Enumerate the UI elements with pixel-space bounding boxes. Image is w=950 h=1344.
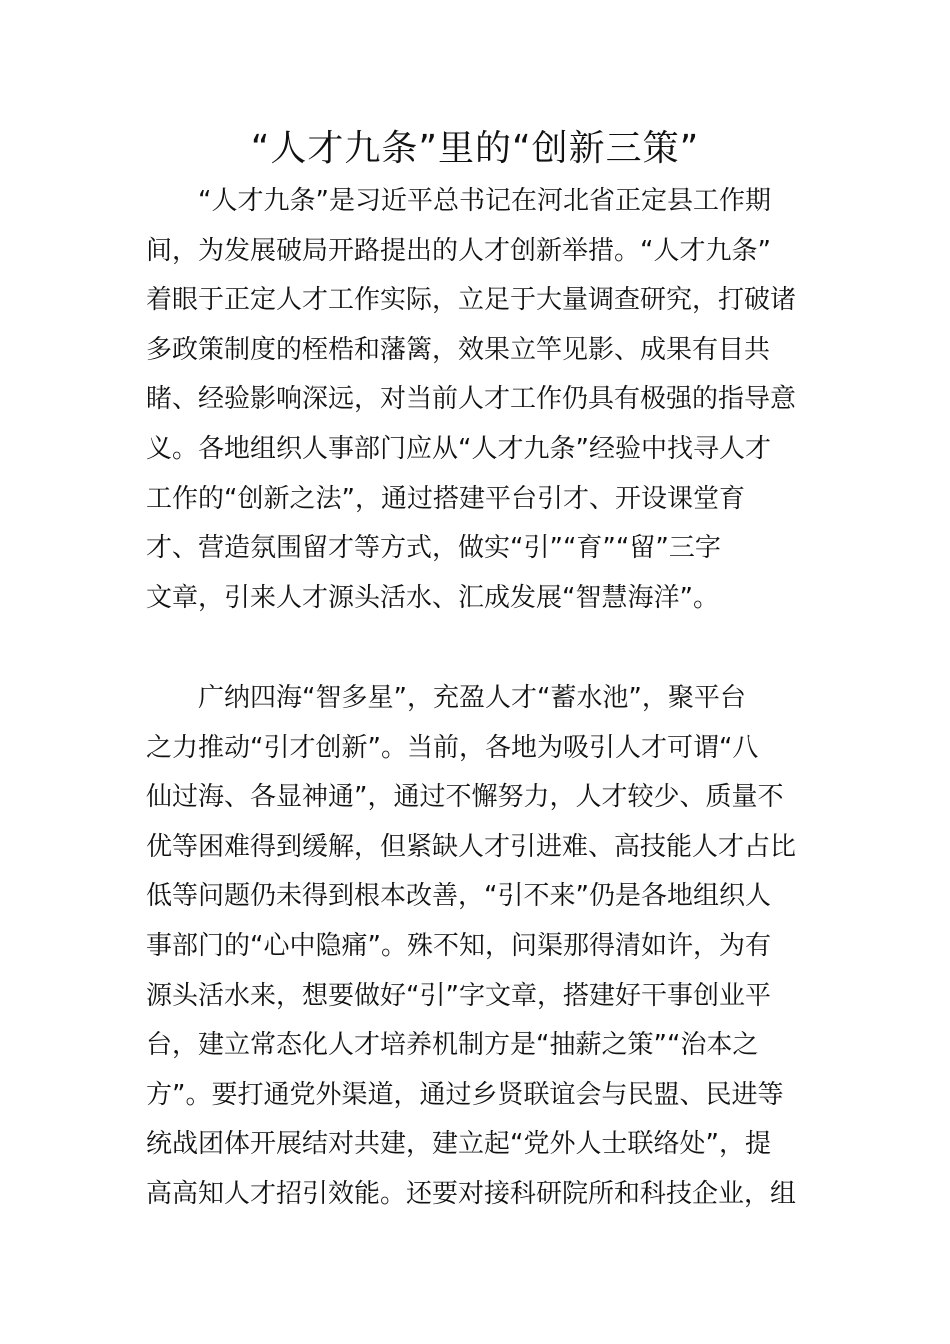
paragraph-2-line: 低等问题仍未得到根本改善，“引不来”仍是各地组织人: [146, 881, 771, 912]
document-title: “人才九条”里的“创新三策”: [250, 128, 700, 169]
paragraph-2-line: 方”。要打通党外渠道，通过乡贤联谊会与民盟、民进等: [146, 1079, 784, 1110]
paragraph-1-line: 多政策制度的桎梏和藩篱，效果立竿见影、成果有目共: [146, 334, 771, 365]
paragraph-2: [146, 674, 806, 1220]
paragraph-2-line: 源头活水来，想要做好“引”字文章，搭建好干事创业平: [146, 980, 771, 1011]
paragraph-2-line: 仙过海、各显神通”，通过不懈努力，人才较少、质量不: [146, 782, 784, 813]
paragraph-2-line: 广纳四海“智多星”，充盈人才“蓄水池”，聚平台: [146, 683, 746, 713]
paragraph-1-line: 间，为发展破局开路提出的人才创新举措。“人才九条”: [146, 235, 771, 266]
paragraph-2-line: 高高知人才招引效能。还要对接科研院所和科技企业，组: [146, 1178, 797, 1209]
paragraph-2-line: 之力推动“引才创新”。当前，各地为吸引人才可谓“八: [146, 732, 759, 763]
paragraph-1-line: 工作的“创新之法”，通过搭建平台引才、开设课堂育: [146, 483, 745, 514]
paragraph-2-line: 台，建立常态化人才培养机制方是“抽薪之策”“治本之: [146, 1030, 759, 1061]
paragraph-1-line: 着眼于正定人才工作实际，立足于大量调查研究，打破诸: [146, 285, 797, 316]
paragraph-1: [146, 177, 806, 623]
paragraph-1-line: “人才九条”是习近平总书记在河北省正定县工作期: [146, 186, 771, 216]
paragraph-2-line: 事部门的“心中隐痛”。殊不知，问渠那得清如许，为有: [146, 930, 771, 961]
paragraph-2-line: 优等困难得到缓解，但紧缺人才引进难、高技能人才占比: [146, 831, 797, 862]
paragraph-2-line: 统战团体开展结对共建，建立起“党外人士联络处”，提: [146, 1129, 771, 1160]
paragraph-1-line: 睹、经验影响深远，对当前人才工作仍具有极强的指导意: [146, 384, 797, 415]
paragraph-1-line: 才、营造氛围留才等方式，做实“引”“育”“留”三字: [146, 533, 721, 564]
paragraph-1-line: 义。各地组织人事部门应从“人才九条”经验中找寻人才: [146, 433, 771, 464]
paragraph-1-line: 文章，引来人才源头活水、汇成发展“智慧海洋”。: [146, 582, 719, 613]
